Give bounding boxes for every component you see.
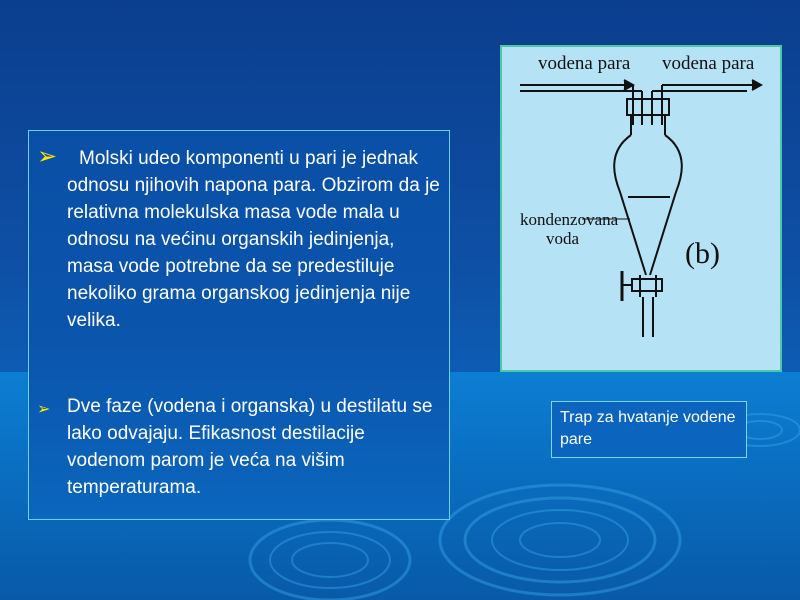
bullet-item bbox=[37, 393, 442, 501]
arrow-bullet-icon: ➢ bbox=[37, 142, 58, 170]
figure-label-inlet: vodena para bbox=[538, 53, 631, 74]
figure-caption: Trap za hvatanje vodene pare bbox=[551, 401, 747, 458]
steam-trap-figure bbox=[500, 45, 782, 372]
bullet-text: Dve faze (vodena i organska) u destilatu se lako odvajaju. Efikasnost destilacije vodenom parom je veća na višim temperaturama. bbox=[67, 396, 433, 498]
figure-label-water: voda bbox=[546, 229, 580, 248]
figure-label-condensed: kondenzovana bbox=[520, 210, 619, 229]
steam-trap-drawing bbox=[502, 47, 780, 370]
bullet-item bbox=[37, 142, 442, 334]
figure-panel-letter: (b) bbox=[685, 237, 720, 270]
figure-label-outlet: vodena para bbox=[662, 53, 755, 74]
bullet-text: Molski udeo komponenti u pari je jednak odnosu njihovih napona para. Obzirom da je relativna molekulska masa vode mala u odnosu na većinu organskih jedinjenja, masa vode potrebne da se predestiluje nekoliko grama organskog jedinjenja nije velika. bbox=[67, 148, 440, 331]
text-box bbox=[28, 130, 450, 520]
arrow-bullet-icon: ➢ bbox=[37, 399, 51, 418]
